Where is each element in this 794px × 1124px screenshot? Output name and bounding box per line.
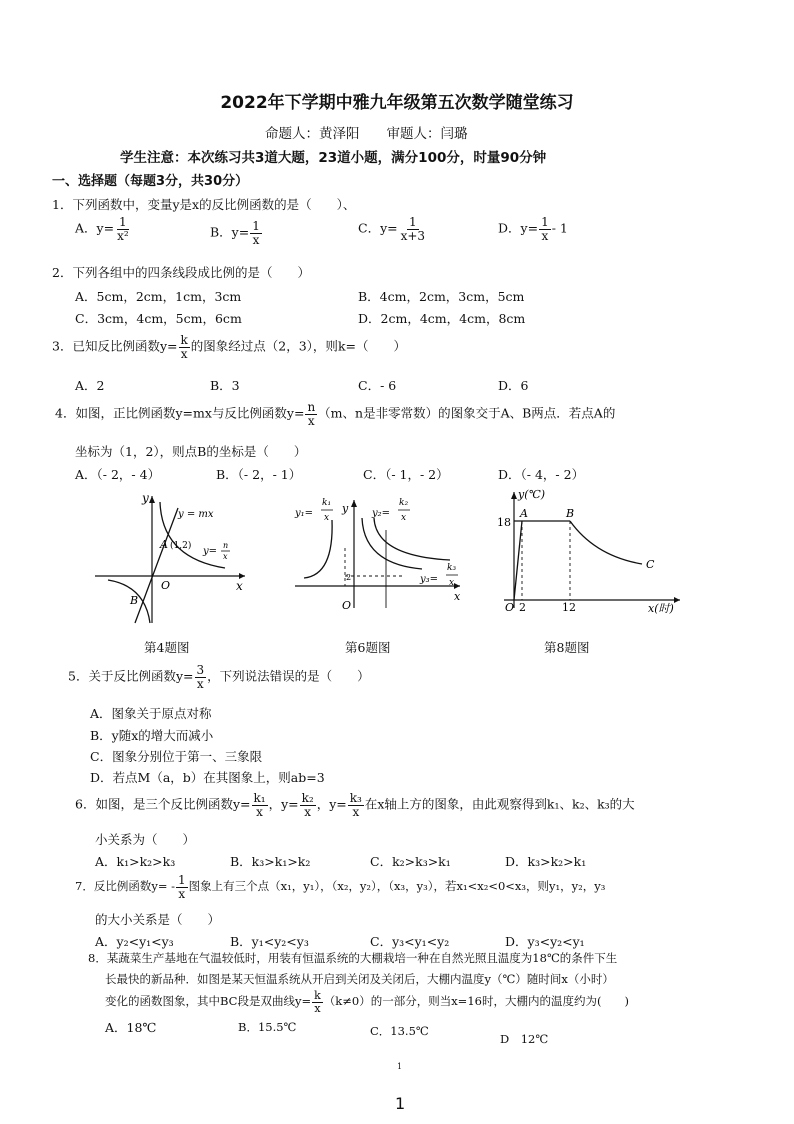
f4-curve-n: n [223, 541, 229, 550]
f6-y1-label: y₁= [295, 508, 314, 519]
q1-option-a: A．y= $\frac{1}{\text{x²}}$ [75, 215, 129, 243]
q2-stem: 2．下列各组中的四条线段成比例的是（ ） [52, 265, 310, 280]
q1-option-b: B．y= $\frac{1}{x}$ [210, 219, 260, 247]
f4-y-label: y [142, 491, 149, 505]
f4-point-b-label: B [130, 594, 139, 607]
f6-x3: x [449, 578, 455, 588]
q3-option-a: A．2 [75, 378, 105, 393]
f8-tick-18: 18 [497, 516, 511, 529]
f6-x2: x [401, 513, 407, 523]
f8-x-label: x(时) [648, 602, 674, 615]
f6-k3: k₃ [447, 563, 457, 573]
footer-small-page-number: 1 [397, 1062, 403, 1071]
q4-option-d: D．（- 4，- 2） [498, 467, 585, 482]
figure-4-caption: 第4题图 [144, 640, 190, 655]
q1-stem: 1．下列函数中，变量y是x的反比例函数的是（ ）、 [52, 197, 356, 212]
q4-option-b: B．（- 2，- 1） [216, 467, 302, 482]
curve-y3 [374, 518, 450, 560]
x-axis-arrow [674, 597, 680, 603]
q5-option-d: D．若点M（a，b）在其图象上，则ab=3 [90, 770, 325, 785]
q8-option-d: D 12℃ [500, 1032, 549, 1046]
f4-origin-label: O [161, 579, 171, 592]
f6-y2-label: y₂= [372, 508, 391, 519]
q3-stem: 3．已知反比例函数y= $\frac{k}{x}$ 的图象经过点（2，3），则k=（ ） [52, 333, 406, 361]
y-axis-arrow [149, 496, 155, 503]
f8-origin-label: O [505, 601, 515, 614]
q3-option-c: C．- 6 [358, 378, 397, 393]
q6-option-b: B．k₃>k₁>k₂ [230, 854, 311, 869]
q5-stem: 5．关于反比例函数y= $\frac{3}{x}$ ，下列说法错误的是（ ） [68, 663, 370, 691]
f6-x-label: x [454, 590, 461, 603]
line-ymx [135, 508, 178, 623]
q6-stem: 6．如图，是三个反比例函数y= $\frac{\text{k₁}}{x}$ ，y= $\frac{\text{k₂}}{x}$ ，y= $\frac{\text{k₃}}{x}$ 在x轴上方的图象，由此观察得到k₁、k₂、k₃的大 [75, 791, 635, 819]
q5-option-c: C．图象分别位于第一、三象限 [90, 749, 263, 764]
f6-x1: x [324, 513, 330, 523]
f6-tick-2: 2 [346, 573, 352, 582]
q6-stem-line2: 小关系为（ ） [95, 832, 196, 847]
f8-point-b-label: B [566, 507, 575, 520]
f6-y-label: y [342, 502, 349, 515]
q8-line2: 长最快的新品种．如图是某天恒温系统从开启到关闭及关闭后，大棚内温度y（℃）随时间x（小时） [105, 972, 614, 986]
figure-8-caption: 第8题图 [544, 640, 590, 655]
f8-point-c-label: C [646, 558, 655, 571]
y-axis-arrow [351, 500, 357, 507]
authors-line: 命题人：黄泽阳 审题人：闫璐 [265, 126, 468, 142]
q8-line3: 变化的函数图象，其中BC段是双曲线y= $\frac{k}{x}$ （k≠0）的一部分，则当x=16时，大棚内的温度约为( ) [105, 989, 629, 1015]
page-title: 2022年下学期中雅九年级第五次数学随堂练习 [220, 93, 574, 113]
y-axis-arrow [511, 492, 517, 499]
f6-origin-label: O [342, 599, 352, 612]
f6-k1: k₁ [322, 498, 332, 508]
q7-option-b: B．y₁<y₂<y₃ [230, 934, 309, 949]
f4-point-a-label: A [160, 538, 168, 551]
q4-option-c: C．（- 1，- 2） [363, 467, 449, 482]
q8-option-c: C．13.5℃ [370, 1024, 429, 1038]
figure-8 [490, 484, 690, 624]
x-axis-arrow [454, 583, 460, 589]
q4-option-a: A．（- 2，- 4） [75, 467, 161, 482]
q8-option-a: A．18℃ [105, 1020, 157, 1035]
q7-stem-line2: 的大小关系是（ ） [95, 912, 221, 927]
segment-oa [514, 521, 522, 600]
q5-option-b: B．y随x的增大而减小 [90, 728, 214, 743]
q6-option-d: D．k₃>k₂>k₁ [505, 854, 587, 869]
figure-6 [290, 490, 470, 620]
q5-option-a: A．图象关于原点对称 [90, 706, 212, 721]
q3-option-b: B．3 [210, 378, 240, 393]
q4-stem-line2: 坐标为（1，2），则点B的坐标是（ ） [75, 444, 307, 459]
q6-option-c: C．k₂>k₃>k₁ [370, 854, 451, 869]
f4-point-a-coords: (1,2) [170, 541, 192, 551]
q4-stem: 4．如图，正比例函数y=mx与反比例函数y= $\frac{n}{x}$ （m、n是非零常数）的图象交于A、B两点．若点A的 [55, 400, 616, 428]
q2-option-b: B．4cm，2cm，3cm，5cm [358, 289, 525, 304]
notice-line: 学生注意：本次练习共3道大题，23道小题，满分100分，时量90分钟 [120, 150, 547, 166]
curve-y2 [362, 518, 422, 569]
f4-curve-label: y= [203, 546, 218, 557]
page-number: 1 [395, 1094, 406, 1113]
q7-option-c: C．y₃<y₁<y₂ [370, 934, 450, 949]
hyperbola-branch-2 [108, 580, 150, 623]
figure-6-caption: 第6题图 [345, 640, 391, 655]
f6-y3-label: y₃= [420, 574, 439, 585]
q2-option-a: A．5cm，2cm，1cm，3cm [75, 289, 242, 304]
section-heading: 一、选择题（每题3分，共30分） [52, 174, 249, 189]
curve-y1 [304, 520, 332, 578]
figure-4 [90, 488, 250, 628]
q3-option-d: D．6 [498, 378, 529, 393]
curve-bc [570, 521, 642, 564]
q2-option-d: D．2cm，4cm，4cm，8cm [358, 311, 526, 326]
q1-option-c: C．y= $\frac{1}{x+3}$ [358, 215, 426, 243]
q8-line1: 8．某蔬菜生产基地在气温较低时，用装有恒温系统的大棚栽培一种在自然光照且温度为18℃的条件下生 [88, 951, 618, 965]
q7-option-a: A．y₂<y₁<y₃ [95, 934, 174, 949]
f8-point-a-label: A [520, 507, 528, 520]
q2-option-c: C．3cm，4cm，5cm，6cm [75, 311, 242, 326]
f4-line-label: y = mx [178, 509, 214, 520]
f8-y-label: y(℃) [518, 488, 546, 501]
f4-x-label: x [236, 579, 243, 593]
f8-tick-2: 2 [519, 601, 526, 614]
q6-option-a: A．k₁>k₂>k₃ [95, 854, 176, 869]
q7-stem: 7．反比例函数y= - $\frac{1}{x}$ 图象上有三个点（x₁，y₁），（x₂，y₂），（x₃，y₃），若x₁<x₂<0<x₃，则y₁，y₂，y₃ [75, 873, 606, 901]
q1-option-d: D．y= $\frac{1}{x}$ - 1 [498, 215, 568, 243]
q7-option-d: D．y₃<y₂<y₁ [505, 934, 585, 949]
f6-k2: k₂ [399, 498, 409, 508]
f8-tick-12: 12 [562, 601, 576, 614]
f4-curve-x: x [223, 552, 228, 561]
q8-option-b: B．15.5℃ [238, 1020, 297, 1034]
